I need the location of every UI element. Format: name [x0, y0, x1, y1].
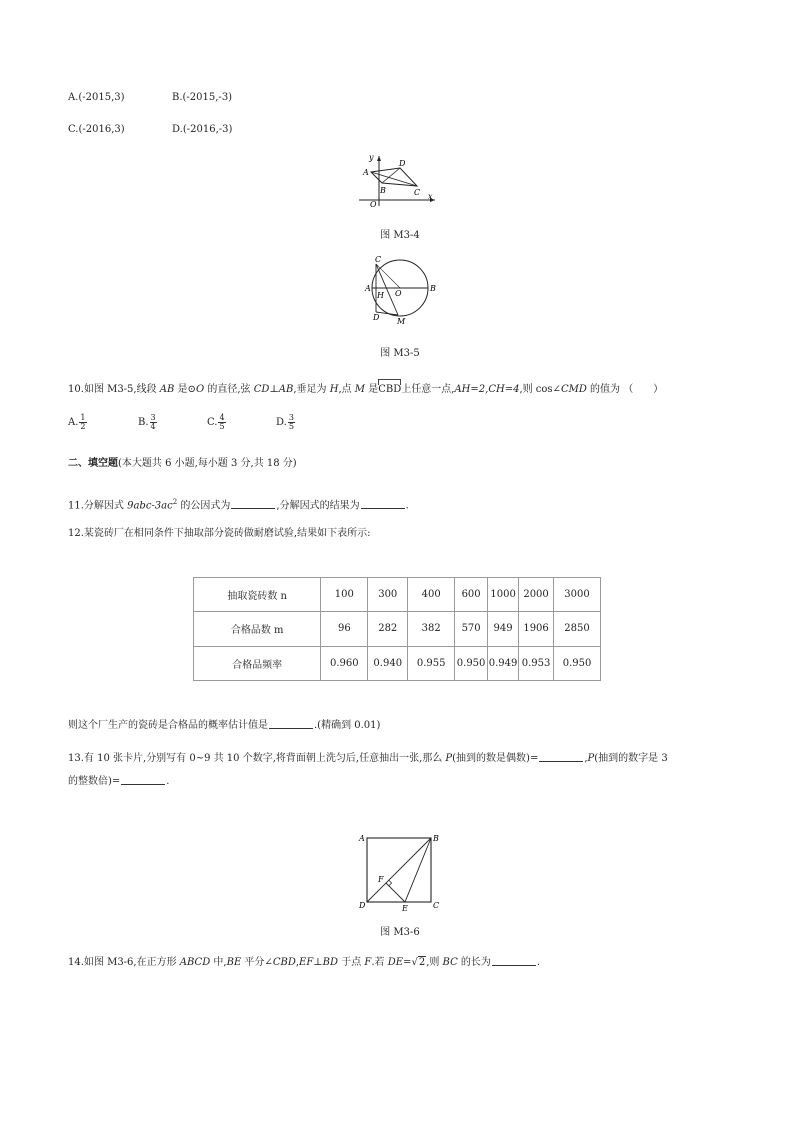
q10-angle-cmd: CMD: [560, 384, 587, 395]
q13-text: .: [166, 776, 170, 787]
fig5-label-c: C: [375, 255, 382, 264]
q10-text: 10.如图 M3-5,线段: [68, 384, 160, 395]
q14-de: DE: [387, 957, 404, 968]
q10-text: 上任意一点,: [401, 384, 455, 395]
option-prefix: A.: [68, 417, 79, 428]
q10-text: ,垂足为: [293, 384, 330, 395]
table-cell: 1906: [519, 612, 554, 646]
answer-blank[interactable]: [492, 955, 536, 966]
table-cell: 1000: [488, 578, 519, 612]
table-cell: 0.955: [408, 646, 455, 680]
fig4-label-b: B: [380, 186, 386, 195]
q10-text: ,点: [338, 384, 355, 395]
table-cell: 3000: [554, 578, 601, 612]
q14-be: BE: [226, 957, 242, 968]
q10-o: O: [195, 384, 205, 395]
figure-m3-4-caption: 图 M3-4: [380, 230, 420, 241]
fig5-label-h: H: [377, 291, 384, 300]
q14-text: ,则: [426, 957, 443, 968]
table-row-header: 合格品数 m: [194, 612, 321, 646]
table-cell: 2850: [554, 612, 601, 646]
answer-blank[interactable]: [231, 498, 275, 509]
figure-m3-6: [355, 830, 440, 912]
fig6-label-d: D: [359, 901, 366, 910]
q10-cd-perp-ab: CD⊥AB: [253, 384, 294, 395]
table-cell: 600: [455, 578, 488, 612]
answer-blank[interactable]: [121, 774, 165, 785]
fraction: [218, 414, 225, 431]
table-row: [194, 646, 601, 680]
q10-option-a: [68, 414, 87, 431]
table-row-header: 合格品频率: [194, 646, 321, 680]
answer-blank[interactable]: [539, 751, 583, 762]
fig6-label-a: A: [359, 834, 365, 843]
q11-expression: 9abc-3ac: [127, 500, 173, 512]
q10-h: H: [329, 384, 339, 395]
answer-blank[interactable]: [269, 718, 313, 729]
table-cell: 0.949: [488, 646, 519, 680]
question-13: [68, 751, 668, 766]
fig6-label-b: B: [433, 834, 439, 843]
question-11: [68, 495, 409, 513]
radicand: 2: [418, 957, 426, 968]
q14-text: ,: [295, 957, 300, 968]
table-cell: 0.940: [368, 646, 408, 680]
fig6-label-f: F: [378, 875, 384, 884]
table-cell: 0.950: [554, 646, 601, 680]
q14-text: .: [536, 957, 541, 968]
q10-m: M: [354, 384, 366, 395]
table-row: [194, 578, 601, 612]
numerator: 1: [80, 413, 86, 422]
fig5-label-o: O: [395, 289, 402, 298]
fig4-label-x: x: [428, 192, 433, 201]
sqrt-symbol: √: [411, 957, 418, 968]
fig5-label-m: M: [397, 317, 406, 326]
section-subtitle: (本大题共 6 小题,每小题 3 分,共 18 分): [118, 458, 297, 469]
fig4-label-a: A: [363, 168, 369, 177]
q14-angle-cbd: CBD: [272, 957, 296, 968]
fraction: [79, 414, 86, 431]
q9-option-b: B.(-2015,-3): [172, 92, 233, 103]
fig6-label-c: C: [433, 901, 440, 910]
wear-test-table: [193, 577, 601, 681]
fig5-label-b: B: [430, 284, 436, 293]
numerator: 3: [288, 413, 294, 422]
q14-text: =: [403, 957, 412, 968]
figure-m3-5: [360, 254, 440, 328]
table-row: [194, 612, 601, 646]
table-cell: 2000: [519, 578, 554, 612]
q14-text: .若: [371, 957, 388, 968]
section-2-heading: [68, 457, 297, 471]
fig5-label-d: D: [373, 313, 380, 322]
table-cell: 100: [321, 578, 368, 612]
q14-ef-perp-bd: EF⊥BD: [299, 957, 339, 968]
numerator: 4: [219, 413, 225, 422]
denominator: 5: [219, 422, 225, 431]
q10-option-d: [276, 414, 295, 431]
table-cell: 0.960: [321, 646, 368, 680]
option-prefix: D.: [276, 417, 287, 428]
q13-p: P: [587, 753, 595, 764]
q13-text: 13.有 10 张卡片,分别写有 0~9 共 10 个数字,将背面朝上洗匀后,任意抽出一张,那么: [68, 753, 446, 764]
q12-text: .(精确到 0.01): [314, 720, 381, 731]
q11-text: 11.分解因式: [68, 500, 128, 512]
table-cell: 96: [321, 612, 368, 646]
q13-text: (抽到的数字是 3: [594, 753, 668, 764]
q9-option-a: A.(-2015,3): [68, 92, 125, 103]
q9-option-d: D.(-2016,-3): [172, 124, 233, 135]
fig4-label-d: D: [399, 159, 406, 168]
question-12: 12.某瓷砖厂在相同条件下抽取部分瓷砖做耐磨试验,结果如下表所示:: [68, 528, 371, 539]
q14-text: 平分∠: [241, 957, 273, 968]
q14-square: ABCD: [179, 957, 211, 968]
sqrt-expression: [411, 956, 426, 970]
q9-option-c: C.(-2016,3): [68, 124, 125, 135]
question-14: [68, 955, 540, 970]
denominator: 2: [80, 422, 86, 431]
q10-text: 的直径,弦: [204, 384, 254, 395]
fig4-label-c: C: [414, 188, 421, 197]
q12-text: 则这个厂生产的瓷砖是合格品的概率估计值是: [68, 720, 268, 731]
q14-bc: BC: [442, 957, 458, 968]
table-cell: 382: [408, 612, 455, 646]
q14-text: 14.如图 M3-6,在正方形: [68, 957, 180, 968]
q10-arc-cbd: CBD: [378, 381, 401, 397]
fraction: [150, 414, 157, 431]
q10-ab: AB: [159, 384, 175, 395]
table-cell: 0.953: [519, 646, 554, 680]
fig6-label-e: E: [402, 904, 408, 912]
q13-p: P: [445, 753, 453, 764]
table-cell: 400: [408, 578, 455, 612]
numerator: 3: [150, 413, 156, 422]
answer-blank[interactable]: [361, 498, 405, 509]
table-cell: 570: [455, 612, 488, 646]
q14-text: 中,: [210, 957, 227, 968]
q14-text: 于点: [338, 957, 365, 968]
figure-m3-6-caption: 图 M3-6: [380, 927, 420, 938]
table-cell: 282: [368, 612, 408, 646]
table-cell: 300: [368, 578, 408, 612]
option-prefix: B.: [138, 417, 149, 428]
figure-m3-4: [355, 150, 445, 210]
q10-text: 的值为 （ ）: [586, 384, 664, 395]
q11-text: .: [405, 500, 409, 512]
q10-option-c: [207, 414, 226, 431]
q10-text: 是⊙: [174, 384, 196, 395]
q14-f: F: [364, 957, 372, 968]
table-row-header: 抽取瓷砖数 n: [194, 578, 321, 612]
q11-text: ,分解因式的结果为: [276, 500, 360, 512]
denominator: 4: [150, 422, 156, 431]
option-prefix: C.: [207, 417, 218, 428]
q11-exponent: 2: [172, 498, 178, 506]
fig5-label-a: A: [365, 284, 371, 293]
fig4-label-y: y: [369, 153, 374, 162]
q11-text: 的公因式为: [177, 500, 231, 512]
q10-given-lengths: AH=2,CH=4: [454, 384, 520, 395]
question-12-followup: [68, 718, 380, 733]
question-13-line-2: [68, 774, 169, 789]
q13-text: (抽到的数是偶数)=: [452, 753, 539, 764]
fraction: [288, 414, 295, 431]
q10-option-b: [138, 414, 157, 431]
table-cell: 0.950: [455, 646, 488, 680]
section-title: 二、填空题: [68, 458, 118, 469]
q10-text: ,则 cos∠: [519, 384, 561, 395]
q13-text: ,: [584, 753, 588, 764]
question-10: [68, 381, 663, 397]
q10-text: 是: [365, 384, 379, 395]
fig4-label-o: O: [370, 200, 377, 209]
table-cell: 949: [488, 612, 519, 646]
q14-text: 的长为: [457, 957, 491, 968]
q13-text: 的整数倍)=: [68, 776, 121, 787]
figure-m3-5-caption: 图 M3-5: [380, 348, 420, 359]
denominator: 5: [288, 422, 294, 431]
